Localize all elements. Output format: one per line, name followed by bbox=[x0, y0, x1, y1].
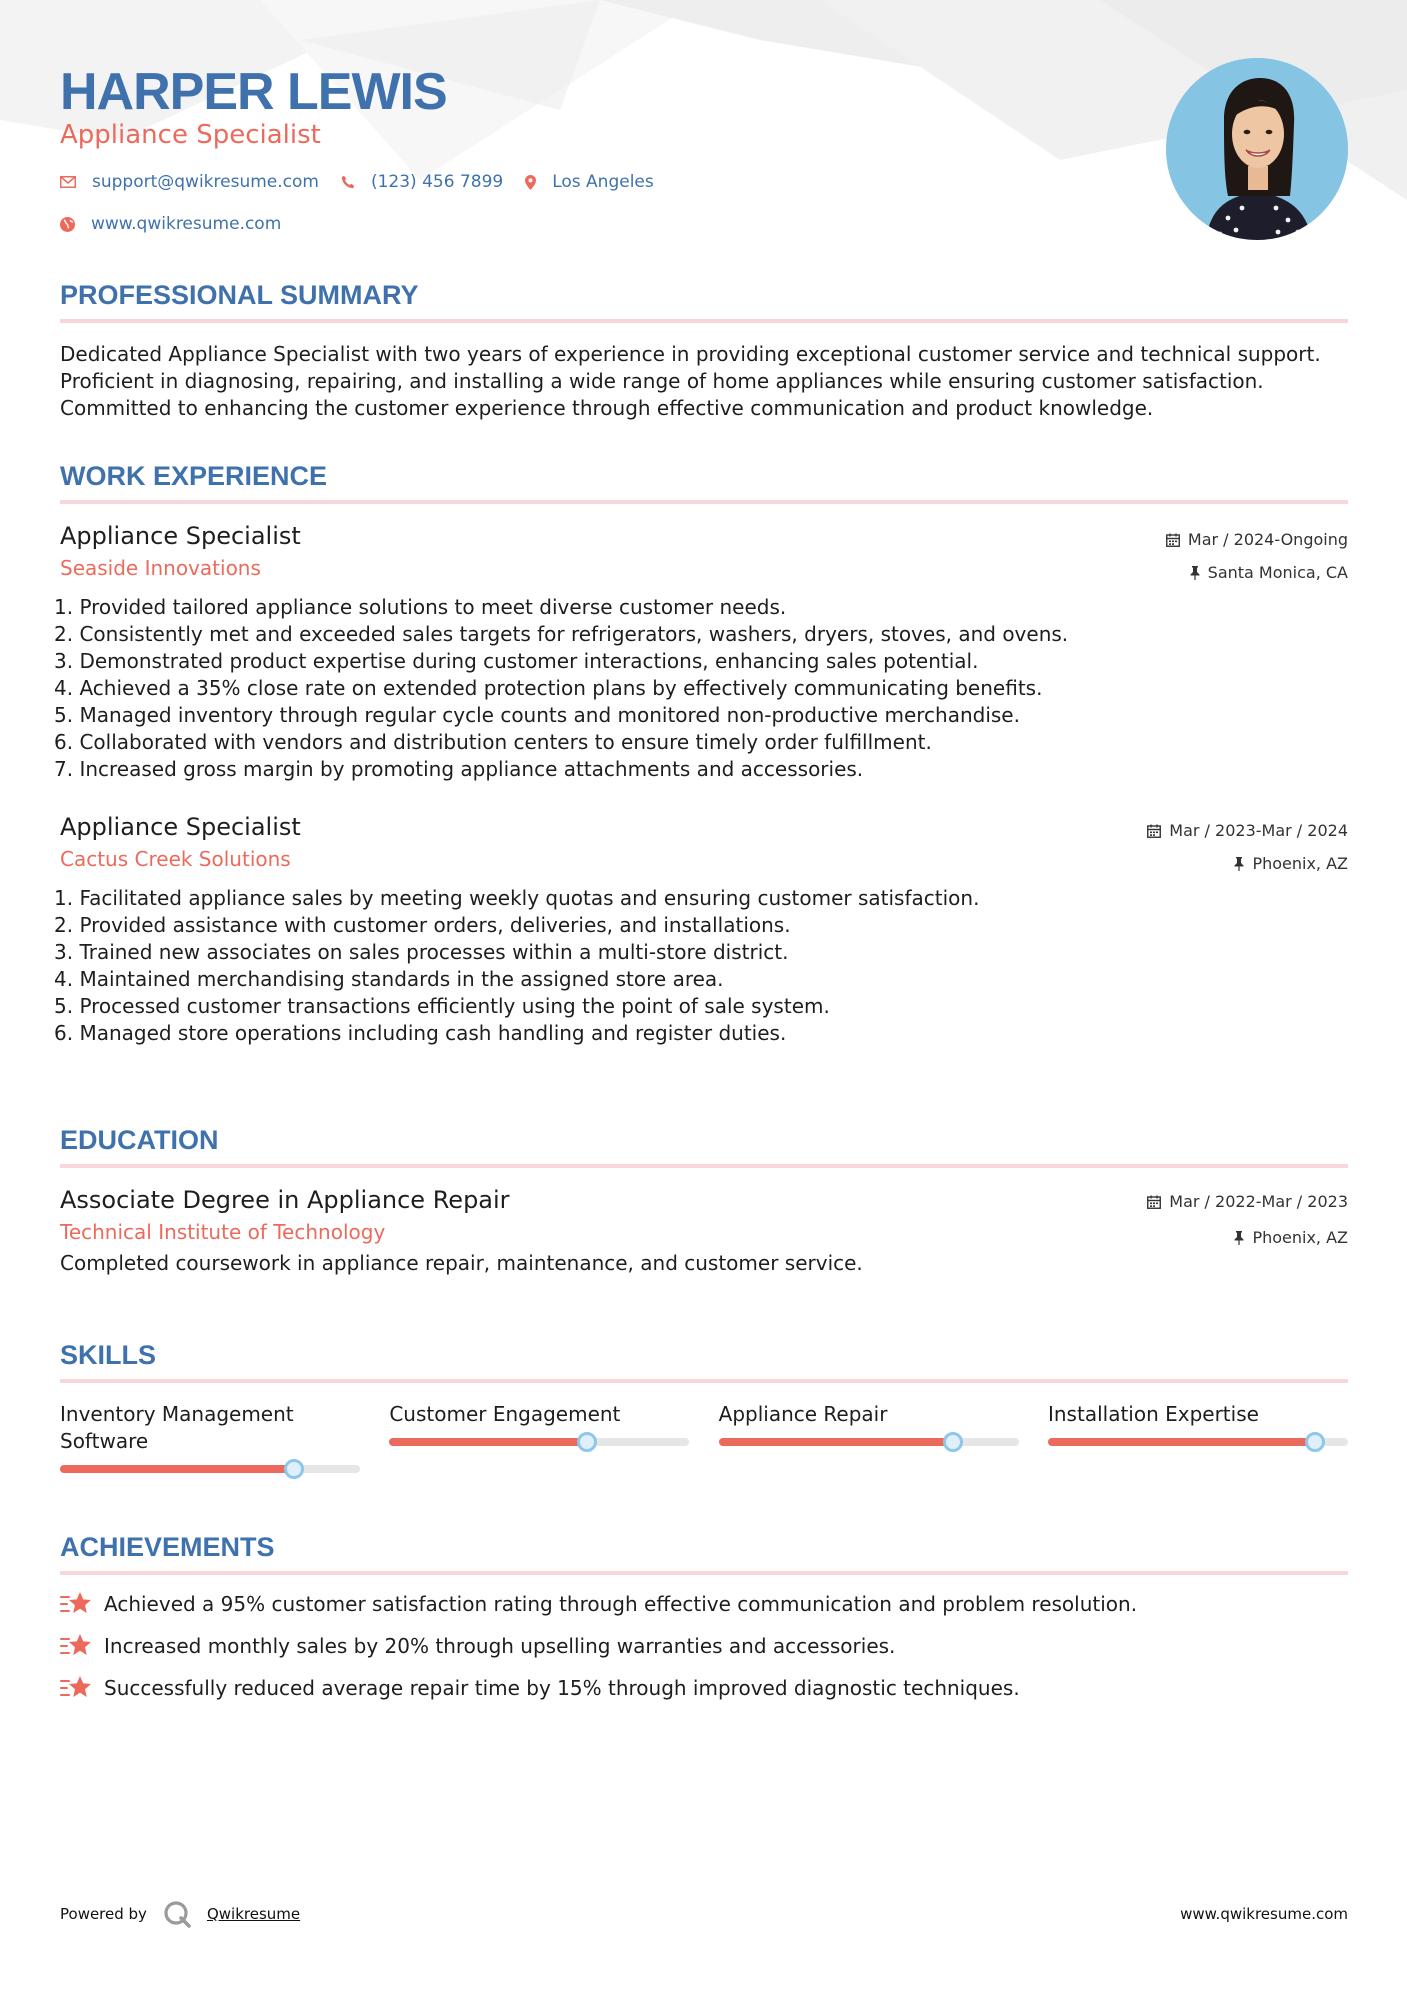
candidate-name: HARPER LEWIS bbox=[60, 63, 447, 121]
phone-text: (123) 456 7899 bbox=[370, 172, 504, 192]
profile-photo bbox=[1166, 58, 1348, 240]
achievement-text: Successfully reduced average repair time by 15% through improved diagnostic techniques. bbox=[104, 1676, 1020, 1700]
skill-item bbox=[1048, 1401, 1348, 1473]
achievements-section bbox=[60, 1532, 1348, 1701]
list-item bbox=[60, 1633, 1348, 1659]
achievement-text: Achieved a 95% customer satisfaction rating through effective communication and problem resolution. bbox=[104, 1592, 1138, 1616]
job-entry bbox=[54, 522, 1348, 783]
star-icon bbox=[60, 1675, 92, 1701]
skill-bar bbox=[60, 1465, 360, 1473]
calendar-icon bbox=[1166, 533, 1180, 547]
company-name: Cactus Creek Solutions bbox=[60, 847, 291, 871]
powered-by bbox=[60, 1900, 300, 1928]
list-item: 5. Processed customer transactions efficiently using the point of sale system. bbox=[54, 994, 830, 1018]
education-location bbox=[1234, 1228, 1348, 1247]
skill-bar-fill bbox=[719, 1438, 953, 1446]
list-item bbox=[60, 1591, 1348, 1617]
list-item: 4. Maintained merchandising standards in the assigned store area. bbox=[54, 967, 724, 991]
job-title: Appliance Specialist bbox=[60, 522, 301, 550]
company-name: Seaside Innovations bbox=[60, 556, 261, 580]
list-item: 4. Achieved a 35% close rate on extended protection plans by effectively communicating benefits. bbox=[54, 676, 1043, 700]
skill-bar-fill bbox=[1048, 1438, 1315, 1446]
job-bullets bbox=[54, 594, 1348, 783]
list-item: 3. Trained new associates on sales processes within a multi-store district. bbox=[54, 940, 789, 964]
list-item: 6. Collaborated with vendors and distribution centers to ensure timely order fulfillment. bbox=[54, 730, 932, 754]
phone-icon bbox=[341, 175, 355, 189]
qwikresume-logo-icon bbox=[163, 1900, 191, 1928]
education-description: Completed coursework in appliance repair, maintenance, and customer service. bbox=[60, 1251, 863, 1275]
pushpin-icon bbox=[1190, 566, 1200, 580]
contact-location bbox=[525, 172, 654, 192]
skills-heading: SKILLS bbox=[60, 1340, 1348, 1383]
list-item: 1. Provided tailored appliance solutions to meet diverse customer needs. bbox=[54, 595, 787, 619]
job-date-text: Mar / 2023-Mar / 2024 bbox=[1169, 821, 1348, 840]
education-date-text: Mar / 2022-Mar / 2023 bbox=[1169, 1192, 1348, 1211]
qwikresume-link[interactable]: Qwikresume bbox=[206, 1905, 301, 1923]
experience-heading: WORK EXPERIENCE bbox=[60, 461, 1348, 504]
education-entry bbox=[60, 1186, 1348, 1277]
list-item: 6. Managed store operations including cash handling and register duties. bbox=[54, 1021, 787, 1045]
skills-list bbox=[60, 1401, 1348, 1473]
skill-bar bbox=[389, 1438, 689, 1446]
job-location-text: Phoenix, AZ bbox=[1252, 854, 1348, 873]
location-text: Los Angeles bbox=[552, 172, 654, 192]
skill-item bbox=[389, 1401, 689, 1473]
contact-phone[interactable] bbox=[341, 172, 503, 192]
degree-title: Associate Degree in Appliance Repair bbox=[60, 1186, 510, 1214]
star-icon bbox=[60, 1633, 92, 1659]
skill-bar bbox=[719, 1438, 1019, 1446]
website-text: www.qwikresume.com bbox=[91, 214, 282, 234]
job-location bbox=[1234, 854, 1348, 873]
skills-section bbox=[60, 1340, 1348, 1473]
list-item: 7. Increased gross margin by promoting appliance attachments and accessories. bbox=[54, 757, 864, 781]
education-date bbox=[1147, 1192, 1348, 1211]
envelope-icon bbox=[60, 176, 76, 188]
list-item: 2. Provided assistance with customer orders, deliveries, and installations. bbox=[54, 913, 791, 937]
skill-item bbox=[60, 1401, 360, 1473]
skill-bar-fill bbox=[389, 1438, 587, 1446]
list-item: 2. Consistently met and exceeded sales targets for refrigerators, washers, dryers, stoves, and ovens. bbox=[54, 622, 1069, 646]
footer bbox=[60, 1900, 1348, 1928]
job-location bbox=[1190, 563, 1348, 582]
skill-name: Appliance Repair bbox=[718, 1402, 888, 1426]
skill-bar bbox=[1048, 1438, 1348, 1446]
powered-by-label: Powered by bbox=[60, 1905, 147, 1923]
star-icon bbox=[60, 1591, 92, 1617]
summary-heading: PROFESSIONAL SUMMARY bbox=[60, 280, 1348, 323]
job-date bbox=[1166, 530, 1348, 549]
skill-name: Inventory Management Software bbox=[60, 1402, 294, 1453]
summary-text: Dedicated Appliance Specialist with two years of experience in providing exceptional customer service and technical support. Proficient in diagnosing, repairing, and installing a wide range of home appliances while ensuring customer satisfaction. Committed to enhancing the customer experience through effective communication and product knowledge. bbox=[60, 342, 1321, 420]
job-date-text: Mar / 2024-Ongoing bbox=[1187, 530, 1348, 549]
list-item bbox=[60, 1675, 1348, 1701]
education-location-text: Phoenix, AZ bbox=[1252, 1228, 1348, 1247]
summary-section bbox=[60, 280, 1348, 422]
calendar-icon bbox=[1147, 824, 1161, 838]
contact-row bbox=[60, 172, 676, 192]
skill-bar-fill bbox=[60, 1465, 294, 1473]
list-item: 5. Managed inventory through regular cycle counts and monitored non-productive merchandise. bbox=[54, 703, 1020, 727]
pushpin-icon bbox=[1234, 857, 1244, 871]
education-heading: EDUCATION bbox=[60, 1125, 1348, 1168]
job-entry bbox=[54, 813, 1348, 1047]
calendar-icon bbox=[1147, 1195, 1161, 1209]
skill-bar-handle bbox=[284, 1459, 304, 1479]
experience-section bbox=[54, 461, 1348, 1047]
pushpin-icon bbox=[1234, 1231, 1244, 1245]
candidate-title: Appliance Specialist bbox=[60, 120, 321, 150]
map-pin-icon bbox=[525, 175, 536, 190]
skill-bar-handle bbox=[577, 1432, 597, 1452]
job-title: Appliance Specialist bbox=[60, 813, 301, 841]
job-bullets bbox=[54, 885, 1348, 1047]
job-location-text: Santa Monica, CA bbox=[1207, 563, 1348, 582]
contact-website[interactable] bbox=[60, 214, 281, 234]
skill-name: Installation Expertise bbox=[1047, 1402, 1259, 1426]
skill-bar-handle bbox=[1305, 1432, 1325, 1452]
achievements-heading: ACHIEVEMENTS bbox=[60, 1532, 1348, 1575]
achievements-list bbox=[60, 1591, 1348, 1701]
education-section bbox=[60, 1125, 1348, 1277]
skill-name: Customer Engagement bbox=[389, 1402, 621, 1426]
email-text: support@qwikresume.com bbox=[92, 172, 319, 192]
list-item: 3. Demonstrated product expertise during customer interactions, enhancing sales potential. bbox=[54, 649, 979, 673]
footer-url[interactable]: www.qwikresume.com bbox=[1180, 1905, 1348, 1923]
skill-bar-handle bbox=[943, 1432, 963, 1452]
job-date bbox=[1147, 821, 1348, 840]
skill-item bbox=[719, 1401, 1019, 1473]
list-item: 1. Facilitated appliance sales by meeting weekly quotas and ensuring customer satisfaction. bbox=[54, 886, 980, 910]
contact-email[interactable] bbox=[60, 172, 319, 192]
school-name: Technical Institute of Technology bbox=[60, 1220, 386, 1244]
globe-icon bbox=[60, 217, 75, 232]
achievement-text: Increased monthly sales by 20% through upselling warranties and accessories. bbox=[104, 1634, 896, 1658]
